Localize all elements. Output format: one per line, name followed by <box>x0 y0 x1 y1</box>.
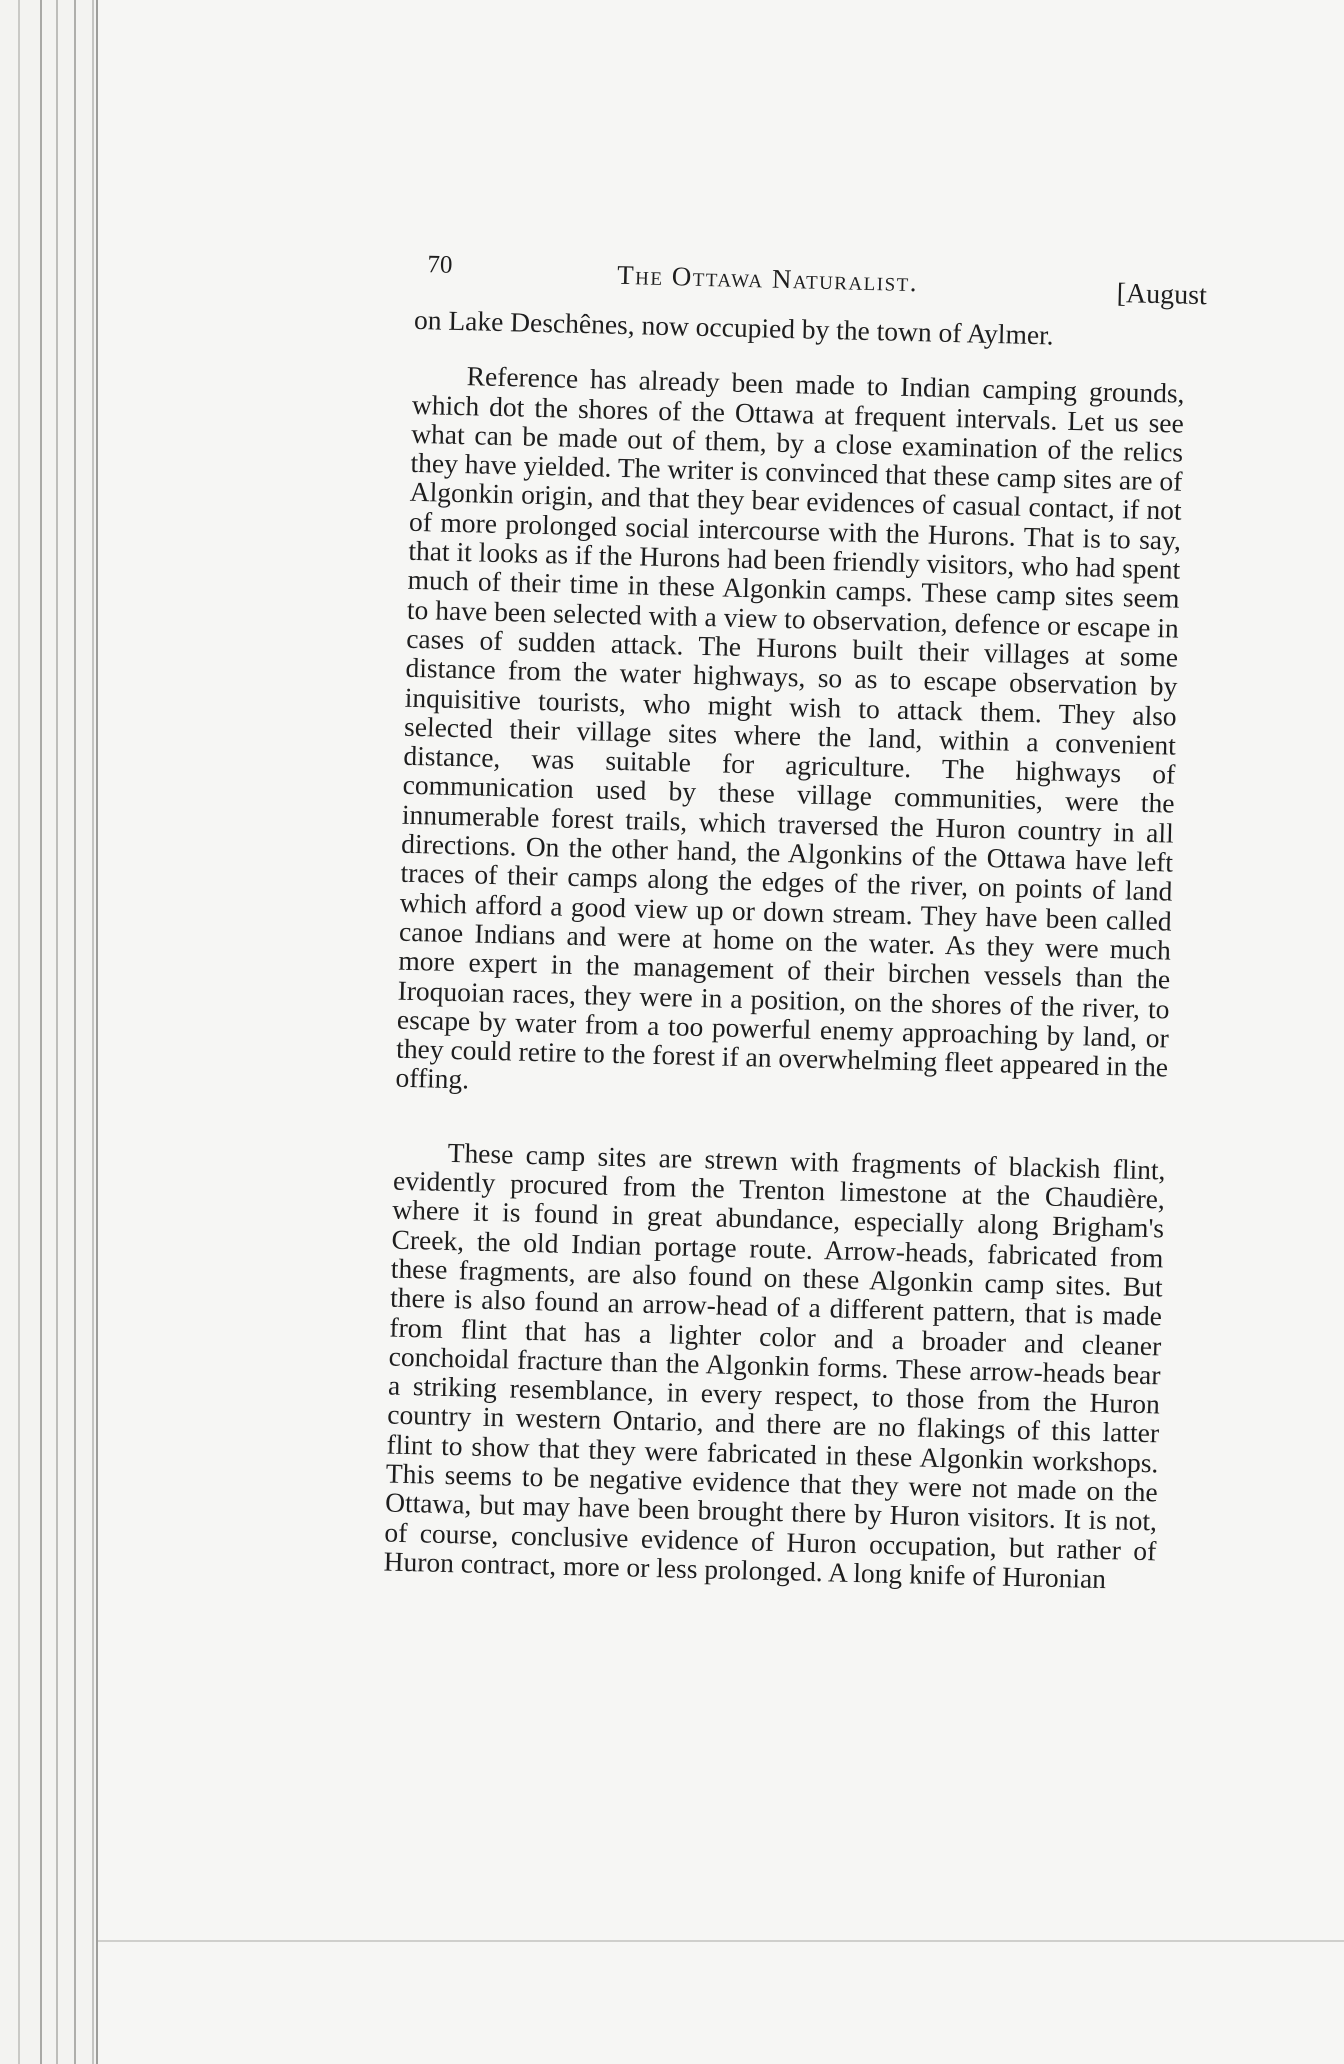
page-edge <box>56 0 58 2064</box>
scanned-page <box>96 0 1344 2064</box>
page-edge <box>18 0 20 2064</box>
page-number: 70 <box>427 251 453 279</box>
paragraph-continuation: on Lake Deschênes, now occupied by the town of Aylmer. <box>413 303 1055 351</box>
paragraph-camp-sites-flint: These camp sites are strewn with fragments of blackish flint, evidently procured from the Trenton limestone at the Chaudière, where it is found in great abundance, especially along Brigham's Creek, the old Indian portage route. Arrow-heads, fabricated from these fragments, are also found on these Algonkin camp sites. But there is also found an arrow-head of a different pattern, that is made from flint that has a lighter color and a broader and cleaner conchoidal fracture than the Algonkin forms. These arrow-heads bear a striking resemblance, in every respect, to those from the Huron country in western Ontario, and there are no flakings of this latter flint to show that they were fabricated in these Algonkin workshops. This seems to be negative evidence that they were not made on the Ottawa, but may have been brought there by Huron visitors. It is not, of course, conclusive evidence of Huron occupation, but rather of Huron contract, more or less prolonged. A long knife of Huronian <box>383 1136 1166 1595</box>
page-bottom-edge <box>98 1940 1344 1942</box>
page-edge <box>40 0 42 2064</box>
paragraph-camping-grounds: Reference has already been made to Indian camping grounds, which dot the shores of the Ottawa at frequent intervals. Let us see what can be made out of them, by a close examination of the relics they have yielded. The writer is convinced that these camp sites are of Algonkin origin, and that they bear evidences of casual contact, if not of more prolonged social intercourse with the Hurons. That is to say, that it looks as if the Hurons had been friendly visitors, who had spent much of their time in these Algonkin camps. These camp sites seem to have been selected with a view to observation, defence or escape in cases of sudden attack. The Hurons built their villages at some distance from the water highways, so as to escape observation by inquisitive tourists, who might wish to attack them. They also selected their village sites where the land, within a convenient distance, was suitable for agriculture. The highways of communication used by these village communities, were the innumerable forest trails, which traversed the Huron country in all directions. On the other hand, the Algonkins of the Ottawa have left traces of their camps along the edges of the river, on points of land which afford a good view up or down stream. They have been called canoe Indians and were at home on the water. As they were much more expert in the management of their birchen vessels than the Iroquoian races, they were in a position, on the shores of the river, to escape by water from a too powerful enemy approaching by land, or they could retire to the forest if an overwhelming fleet appeared in the offing. <box>395 360 1185 1095</box>
journal-title: The Ottawa Naturalist. <box>616 259 919 298</box>
page-edge <box>74 0 76 2064</box>
issue-month: [August <box>1116 278 1208 312</box>
text-block <box>265 240 1208 1595</box>
page-edge <box>92 0 94 2064</box>
